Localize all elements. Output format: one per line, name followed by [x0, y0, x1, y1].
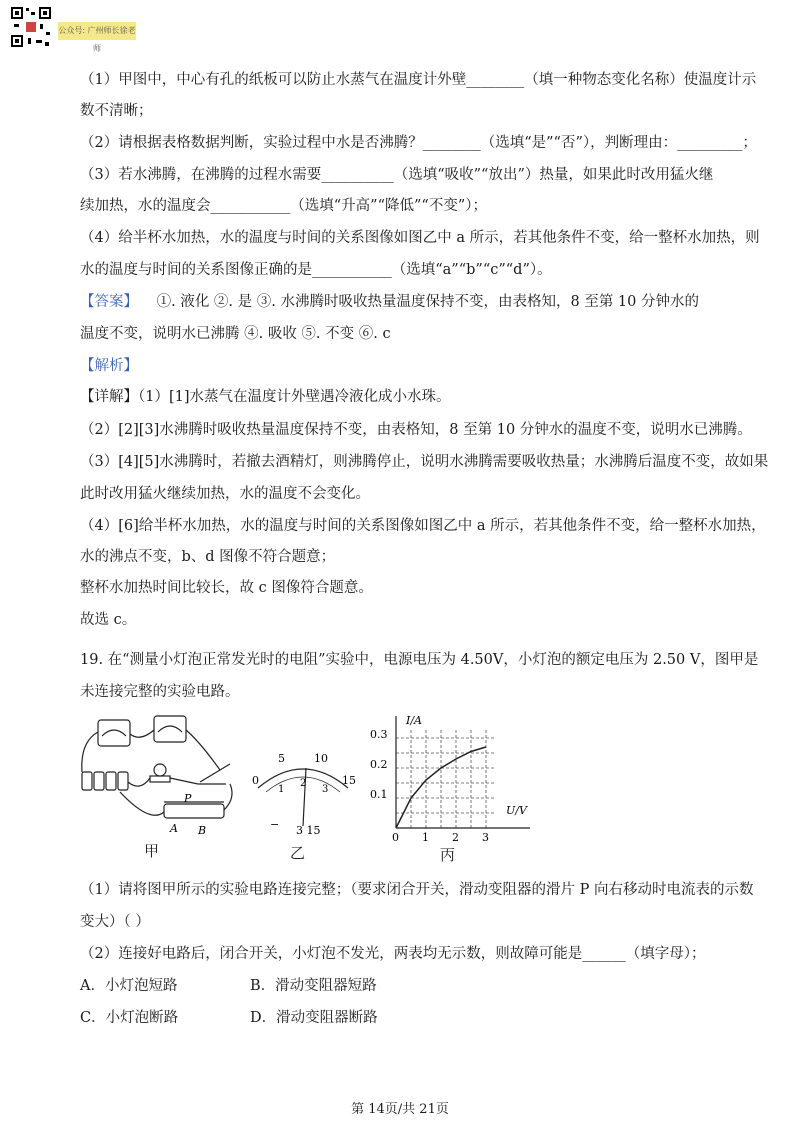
figure-jia-label: 甲: [144, 842, 160, 860]
meter-tick: 1: [278, 784, 285, 795]
graph-xtick: 3: [482, 831, 489, 842]
figures: [80, 712, 540, 862]
graph-ylabel: I/A: [406, 714, 422, 727]
terminal-a-label: A: [170, 822, 178, 835]
graph-xtick: 0: [392, 831, 399, 842]
meter-tick: 15: [342, 774, 356, 787]
answer-line: [80, 290, 699, 311]
meter-tick: 5: [278, 752, 285, 765]
meter-terminals-label: 3 15: [296, 824, 321, 837]
q19-part-line: 变大）（ ）: [80, 914, 150, 930]
graph-ytick: 0.3: [370, 728, 388, 741]
meter-tick: 2: [300, 778, 307, 789]
option-a: A．小灯泡短路: [80, 978, 178, 994]
question-line: 水的温度与时间的关系图像正确的是___________（选填“a”“b”“c”“d”）。: [80, 262, 552, 278]
q19-part-line: （1）请将图甲所示的实验电路连接完整；（要求闭合开关，滑动变阻器的滑片 P 向右移动时电流表的示数: [80, 882, 754, 898]
analysis-line: 水的沸点不变，b、d 图像不符合题意；: [80, 549, 336, 565]
figure-yi-label: 乙: [290, 844, 306, 862]
analysis-line: 整杯水加热时间比较长，故 c 图像符合题意。: [80, 580, 373, 596]
analysis-line: 此时改用猛火继续加热，水的温度不会变化。: [80, 486, 370, 502]
question-line: （3）若水沸腾，在沸腾的过程水需要__________（选填“吸收”“放出”）热量，如果此时改用猛火继: [80, 167, 714, 183]
analysis-tag: 【解析】: [80, 358, 138, 374]
analysis-line: 【详解】（1）[1]水蒸气在温度计外壁遇冷液化成小水珠。: [80, 389, 451, 405]
iu-graph: [370, 712, 540, 842]
meter-tick: 10: [314, 752, 328, 765]
graph-xtick: 2: [452, 831, 459, 842]
q19-part-line: （2）连接好电路后，闭合开关，小灯泡不发光，两表均无示数，则故障可能是______（填字母）；: [80, 946, 706, 962]
question19-line: 19. 在“测量小灯泡正常发光时的电阻”实验中，电源电压为 4.50V，小灯泡的额定电压为 2.50 V，图甲是: [80, 652, 759, 668]
slider-p-label: P: [184, 792, 192, 805]
analysis-line: （3）[4][5]水沸腾时，若撤去酒精灯，则沸腾停止，说明水沸腾需要吸收热量；水沸腾后温度不变，故如果: [80, 454, 769, 470]
analysis-line: （4）[6]给半杯水加热，水的温度与时间的关系图像如图乙中 a 所示，若其他条件不变，给一整杯水加热，: [80, 518, 766, 534]
analysis-line: 故选 c。: [80, 612, 137, 628]
option-b: B．滑动变阻器短路: [250, 978, 377, 994]
graph-ytick: 0.2: [370, 758, 388, 771]
meter-minus-label: −: [270, 818, 280, 831]
question-line: （1）甲图中，中心有孔的纸板可以防止水蒸气在温度计外壁________（填一种物态变化名称）使温度计示: [80, 72, 757, 88]
question-line: （2）请根据表格数据判断，实验过程中水是否沸腾？________（选填“是”“否”），判断理由：_________；: [80, 135, 757, 151]
meter-tick: 3: [322, 784, 329, 795]
terminal-b-label: B: [198, 824, 207, 837]
qr-code-icon: [10, 6, 52, 48]
question19-line: 未连接完整的实验电路。: [80, 684, 240, 700]
analysis-line: （2）[2][3]水沸腾时吸收热量温度保持不变，由表格知，8 至第 10 分钟水的温度不变，说明水已沸腾。: [80, 422, 752, 438]
option-d: D．滑动变阻器断路: [250, 1010, 378, 1026]
page-footer: 第 14页/共 21页: [351, 1102, 449, 1117]
meter-dial: [248, 748, 358, 838]
option-c: C．小灯泡断路: [80, 1010, 179, 1026]
graph-xtick: 1: [422, 831, 429, 842]
answer-tag: 【答案】: [80, 294, 138, 310]
question-line: 续加热，水的温度会___________（选填“升高”“降低”“不变”）；: [80, 198, 487, 214]
answer-line: 温度不变，说明水已沸腾 ④. 吸收 ⑤. 不变 ⑥. c: [80, 326, 391, 342]
question-line: 数不清晰；: [80, 103, 153, 119]
figure-bing-label: 丙: [440, 846, 456, 864]
watermark-badge: 公众号: 广州师长徐老师: [58, 22, 136, 40]
circuit-diagram: [80, 712, 240, 842]
answer-text: ①. 液化 ②. 是 ③. 水沸腾时吸收热量温度保持不变，由表格知，8 至第 10 分钟水的: [156, 294, 699, 310]
meter-tick: 0: [252, 774, 259, 787]
graph-ytick: 0.1: [370, 788, 388, 801]
question-line: （4）给半杯水加热，水的温度与时间的关系图像如图乙中 a 所示，若其他条件不变，给一整杯水加热，则: [80, 230, 760, 246]
graph-xlabel: U/V: [506, 804, 527, 817]
